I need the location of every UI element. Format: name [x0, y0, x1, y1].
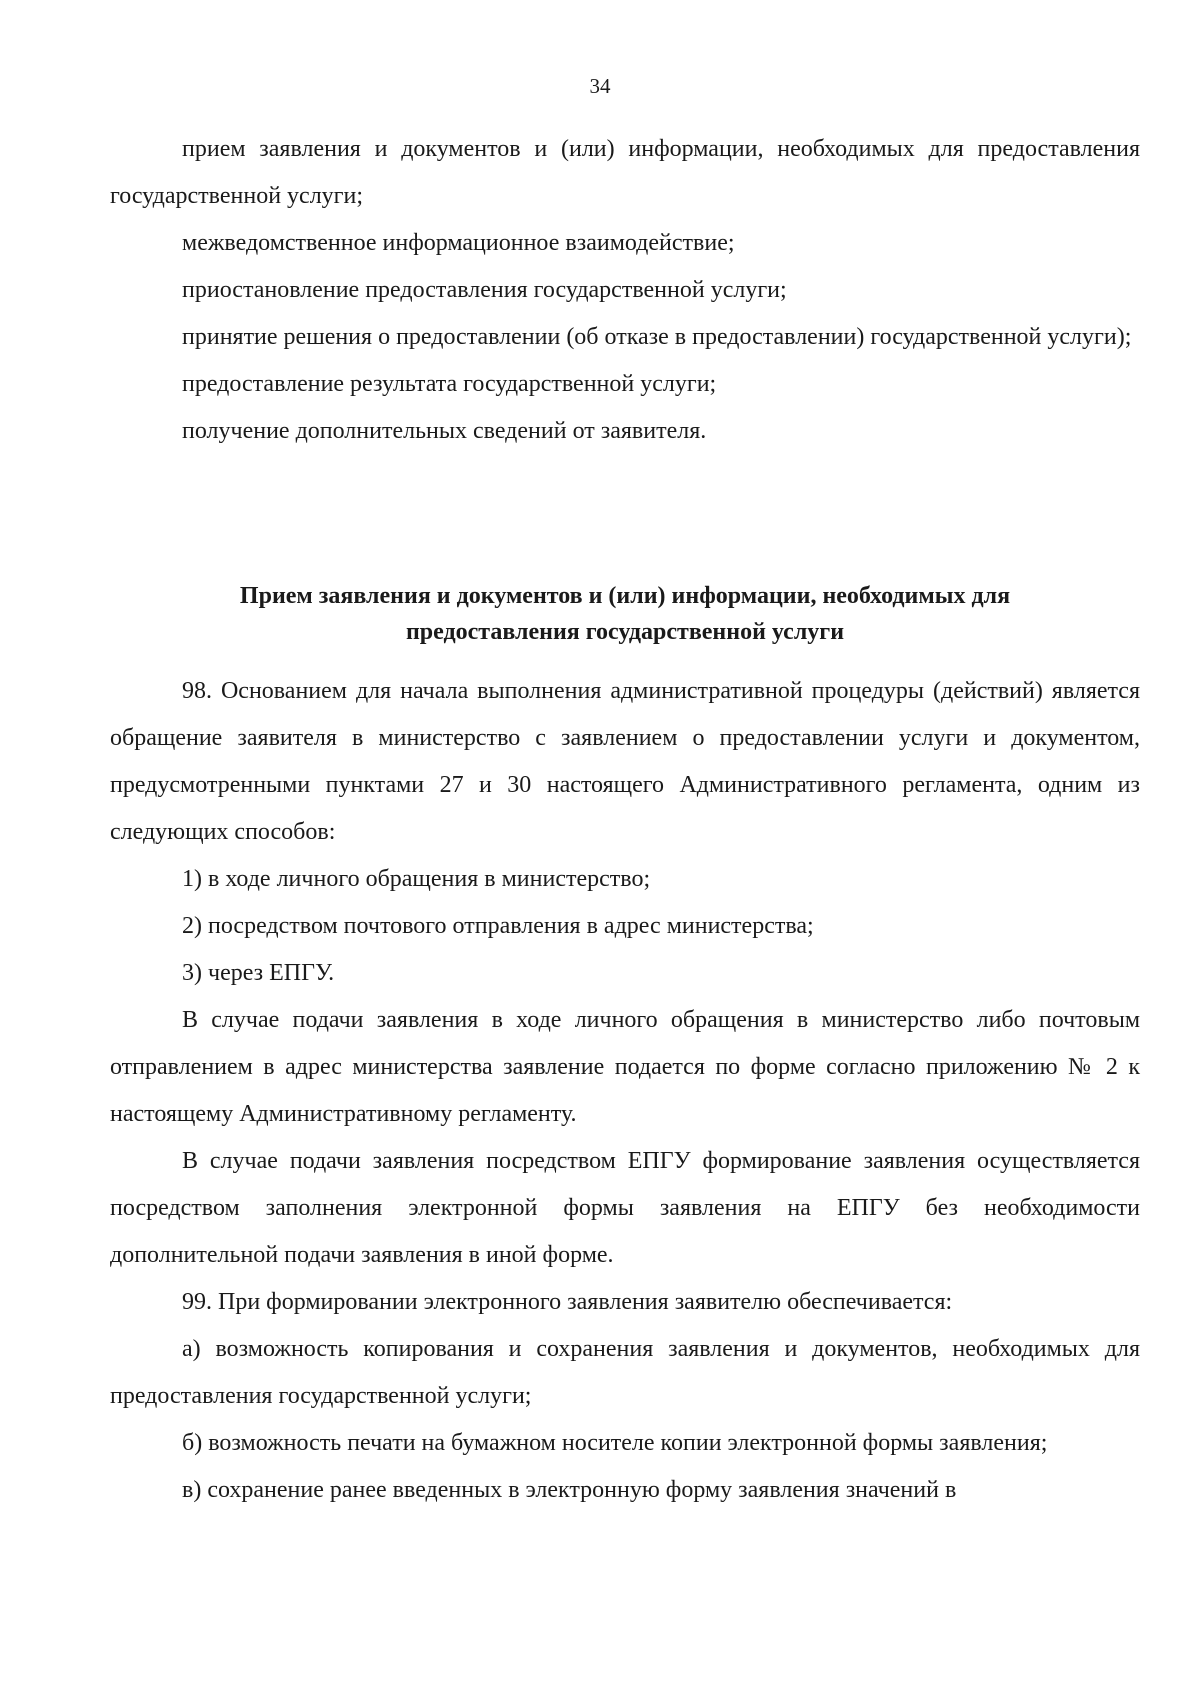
list-item: получение дополнительных сведений от заявителя.	[182, 418, 707, 444]
paragraph: В случае подачи заявления в ходе личного обращения в министерство либо почтовым отправлением в адрес министерства заявление подается по форме согласно приложению № 2 к настоящему Административному регламенту.	[110, 1007, 1140, 1127]
list-item: приостановление предоставления государственной услуги;	[182, 277, 787, 303]
list-item: принятие решения о предоставлении (об отказе в предоставлении) государственной услуги);	[182, 324, 1132, 350]
list-item: предоставление результата государственной услуги;	[182, 371, 717, 397]
list-item: прием заявления и документов и (или) информации, необходимых для предоставления государственной услуги;	[110, 136, 1140, 209]
section-heading	[110, 578, 1140, 650]
paragraph: 2) посредством почтового отправления в адрес министерства;	[182, 913, 814, 939]
paragraph: В случае подачи заявления посредством ЕПГУ формирование заявления осуществляется посредством заполнения электронной формы заявления на ЕПГУ без необходимости дополнительной подачи заявления в иной форме.	[110, 1148, 1140, 1268]
section-heading-line-1: Прием заявления и документов и (или) информации, необходимых для	[239, 583, 1011, 609]
paragraph: а) возможность копирования и сохранения заявления и документов, необходимых для предоставления государственной услуги;	[110, 1336, 1140, 1409]
paragraph: в) сохранение ранее введенных в электронную форму заявления значений в	[182, 1477, 957, 1503]
paragraph: б) возможность печати на бумажном носителе копии электронной формы заявления;	[182, 1430, 1048, 1456]
section-heading-line-2: предоставления государственной услуги	[405, 619, 845, 645]
paragraph: 1) в ходе личного обращения в министерство;	[182, 866, 651, 892]
page-number: 34	[589, 74, 611, 98]
section-body	[110, 668, 1140, 1514]
paragraph: 98. Основанием для начала выполнения административной процедуры (действий) является обращение заявителя в министерство с заявлением о предоставлении услуги и документом, предусмотренными пунктами 27 и 30 настоящего Административного регламента, одним из следующих способов:	[110, 678, 1140, 845]
procedure-list	[110, 126, 1140, 455]
list-item: межведомственное информационное взаимодействие;	[182, 230, 735, 256]
paragraph: 99. При формировании электронного заявления заявителю обеспечивается:	[182, 1289, 953, 1315]
paragraph: 3) через ЕПГУ.	[182, 960, 335, 986]
